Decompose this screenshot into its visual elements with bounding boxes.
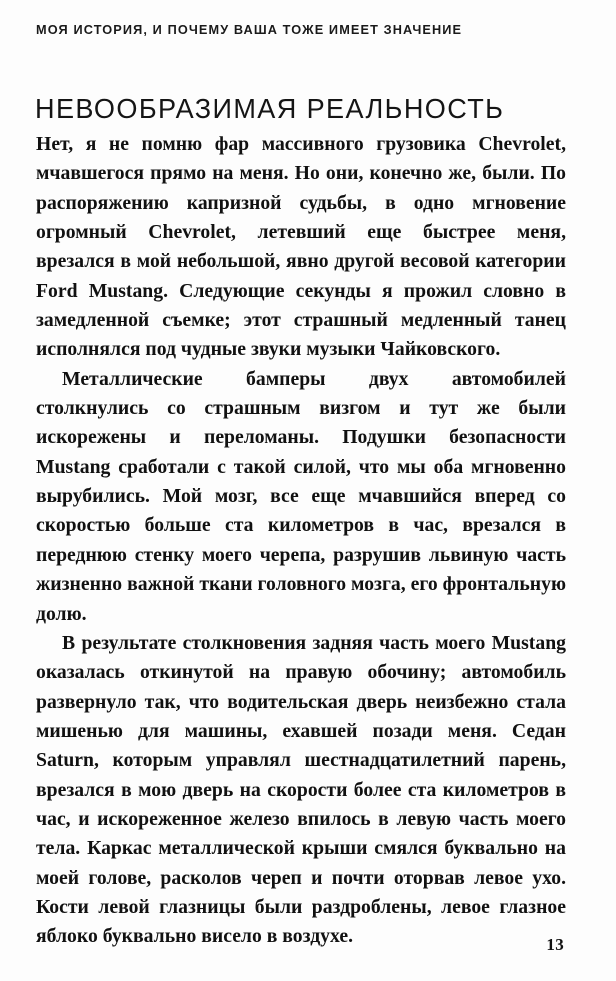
paragraph: В результате столкновения задняя часть моего Mustang оказалась откинутой на правую обочину; автомобиль развернуло так, что водительская дверь неизбежно стала мишенью для машины, ехавшей позади меня. Седан Saturn, которым управлял шестнадцатилетний парень, врезался в мою дверь на скорости более ста километров в час, и искореженное железо впилось в левую часть моего тела. Каркас металлической крыши смялся буквально на моей голове, расколов череп и почти оторвав левое ухо. Кости левой глазницы были раздроблены, левое глазное яблоко буквально висело в воздухе.	[36, 631, 566, 948]
running-header: МОЯ ИСТОРИЯ, И ПОЧЕМУ ВАША ТОЖЕ ИМЕЕТ ЗНАЧЕНИЕ	[36, 22, 463, 37]
body-text-column	[36, 130, 566, 952]
paragraph: Нет, я не помню фар массивного грузовика Chevrolet, мчавшегося прямо на меня. Но они, конечно же, были. По распоряжению капризной судьбы, в одно мгновение огромный Chevrolet, летевший еще быстрее меня, врезался в мой небольшой, явно другой весовой категории Ford Mustang. Следующие секунды я прожил словно в замедленной съемке; этот страшный медленный танец исполнялся под чудные звуки музыки Чайковского.	[36, 133, 566, 361]
paragraph: Металлические бамперы двух автомобилей столкнулись со страшным визгом и тут же были искорежены и переломаны. Подушки безопасности Mustang сработали с такой силой, что мы оба мгновенно вырубились. Мой мозг, все еще мчавшийся вперед со скоростью больше ста километров в час, врезался в переднюю стенку моего черепа, разрушив львиную часть жизненно важной ткани головного мозга, его фронтальную долю.	[36, 367, 566, 625]
chapter-title: НЕВООБРАЗИМАЯ РЕАЛЬНОСТЬ	[35, 93, 505, 125]
page-number: 13	[546, 935, 564, 954]
